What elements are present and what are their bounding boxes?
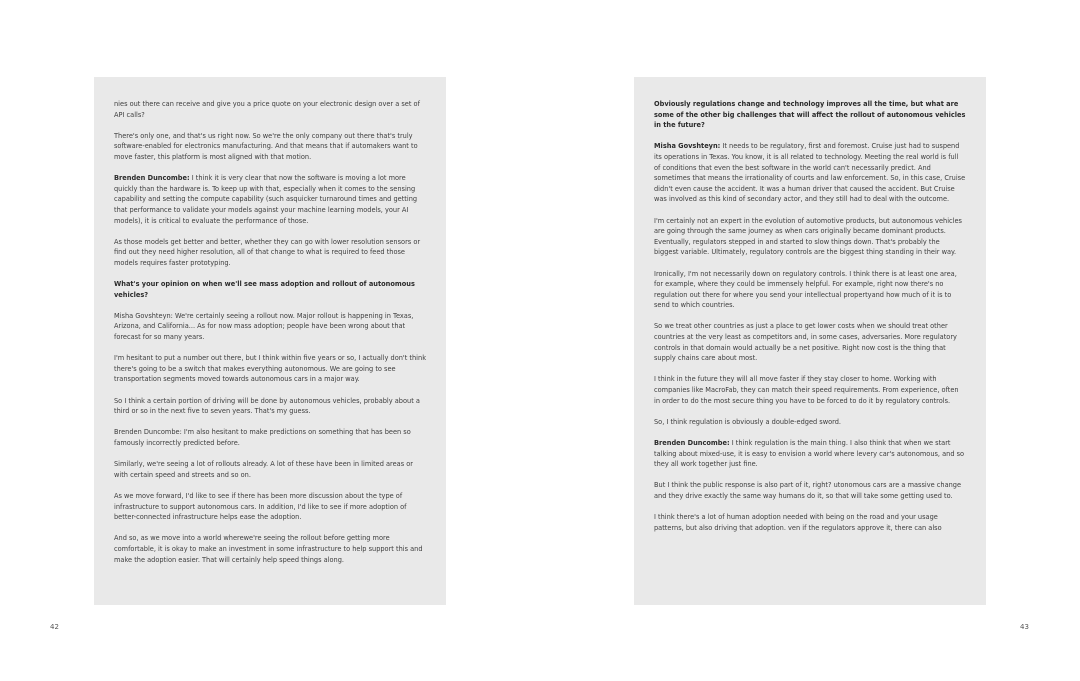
interview-question: What's your opinion on when we'll see mass adoption and rollout of autonomous vehicles? bbox=[114, 280, 415, 299]
paragraph: Ironically, I'm not necessarily down on regulatory controls. I think there is at least one area, for example, where they could be immensely helpful. For example, right now there's no regulation out there for where you send your intellectual propertyand how much of it is to send to which countries. bbox=[654, 269, 957, 310]
paragraph-text: It needs to be regulatory, first and foremost. Cruise just had to suspend its operations in Texas. You know, it is all related to technology. Meeting the real world is full of conditions that even the best software in the world can't necessarily predict. And sometimes that means the irrationality of courts and law enforcement. So, in this case, Cruise didn't even cause the accident. It was a human driver that caused the accident. But Cruise was involved as this kind of secondary actor, and they still had to deal with the outcome. bbox=[654, 142, 966, 204]
interview-question: Obviously regulations change and technology improves all the time, but what are some of the other big challenges that will affect the rollout of autonomous vehicles in the future? bbox=[654, 100, 966, 130]
paragraph: Misha Govshteyn: We're certainly seeing a rollout now. Major rollout is happening in Texas, Arizona, and California... As for now mass adoption; people have been wrong about that forecast for so many years. bbox=[114, 311, 414, 342]
paragraph bbox=[654, 438, 966, 470]
paragraph: So we treat other countries as just a place to get lower costs when we should treat other countries at the very least as competitors and, in some cases, adversaries. More regulatory controls in that domain would actually be a net positive. Right now cost is the thing that supply chains care about most. bbox=[654, 322, 957, 363]
speaker-name: Brenden Duncombe: bbox=[114, 174, 190, 183]
paragraph: But I think the public response is also part of it, right? utonomous cars are a massive change and they drive exactly the same way humans do it, so that will take some getting used to. bbox=[654, 481, 962, 500]
paragraph: And so, as we move into a world wherewe're seeing the rollout before getting more comfortable, it is okay to make an investment in some infrastructure to help support this and make the adoption easier. That will certainly help speed things along. bbox=[114, 534, 423, 564]
paragraph: So I think a certain portion of driving will be done by autonomous vehicles, probably about a third or so in the next five to seven years. That's my guess. bbox=[114, 396, 420, 416]
paragraph-text: I think regulation is the main thing. I also think that when we start talking about mixed-use, it is easy to envision a world where levery car's autonomous, and so they all work together just fine. bbox=[654, 439, 965, 469]
paragraph: I think in the future they will all move faster if they stay closer to home. Working with companies like MacroFab, they can match their speed requirements. From experience, often in order to do the most secure thing you have to be forced to do it by regulatory controls. bbox=[654, 375, 959, 405]
paragraph: There's only one, and that's us right now. So we're the only company out there that's truly software-enabled for electronics manufacturing. And that means that if automakers want to move faster, this platform is most aligned with that motion. bbox=[114, 131, 418, 161]
paragraph: Similarly, we're seeing a lot of rollouts already. A lot of these have been in limited areas or with certain speed and streets and so on. bbox=[114, 460, 413, 479]
paragraph: As we move forward, I'd like to see if there has been more discussion about the type of infrastructure to support autonomous cars. In addition, I'd like to see if more adoption of better-connected infrastructure helps ease the adoption. bbox=[114, 491, 407, 522]
paragraph: As those models get better and better, whether they can go with lower resolution sensors or find out they need higher resolution, all of that change to what is required to feed those models requires faster prototyping. bbox=[114, 237, 421, 267]
paragraph: Brenden Duncombe: I'm also hesitant to make predictions on something that has been so famously incorrectly predicted before. bbox=[114, 428, 411, 447]
paragraph: I'm certainly not an expert in the evolution of automotive products, but autonomous vehicles are going through the same journey as when cars originally became dominant products. Eventually, regulators stepped in and started to slow things down. That's probably the biggest variable. Ultimately, regulatory controls are the biggest thing standing in their way. bbox=[654, 216, 962, 257]
speaker-name: Misha Govshteyn: bbox=[654, 142, 721, 151]
paragraph bbox=[114, 173, 426, 226]
page-number-right: 43 bbox=[1020, 623, 1029, 631]
paragraph: nies out there can receive and give you a price quote on your electronic design over a set of API calls? bbox=[114, 100, 420, 119]
paragraph: I think there's a lot of human adoption needed with being on the road and your usage patterns, but also driving that adoption. ven if the regulators approve it, there can also bbox=[654, 513, 942, 532]
paragraph: I'm hesitant to put a number out there, but I think within five years or so, I actually don't think there's going to be a switch that makes everything autonomous. We are going to see transportation segments moved towards autonomous cars in a major way. bbox=[114, 354, 427, 384]
paragraph bbox=[654, 141, 966, 205]
speaker-name: Brenden Duncombe: bbox=[654, 439, 730, 447]
page-number-left: 42 bbox=[50, 623, 59, 631]
paragraph: So, I think regulation is obviously a double-edged sword. bbox=[654, 417, 842, 426]
left-page-panel bbox=[94, 77, 446, 605]
paragraph-text: I think it is very clear that now the software is moving a lot more quickly than the hardware is. To keep up with that, especially when it comes to the sensing capability and setting the compute capability (such asquicker turnaround times and getting that performance to validate your models against your machine learning models, your AI models), it is critical to evaluate the performance of those. bbox=[114, 174, 418, 225]
right-page-panel bbox=[634, 77, 986, 605]
